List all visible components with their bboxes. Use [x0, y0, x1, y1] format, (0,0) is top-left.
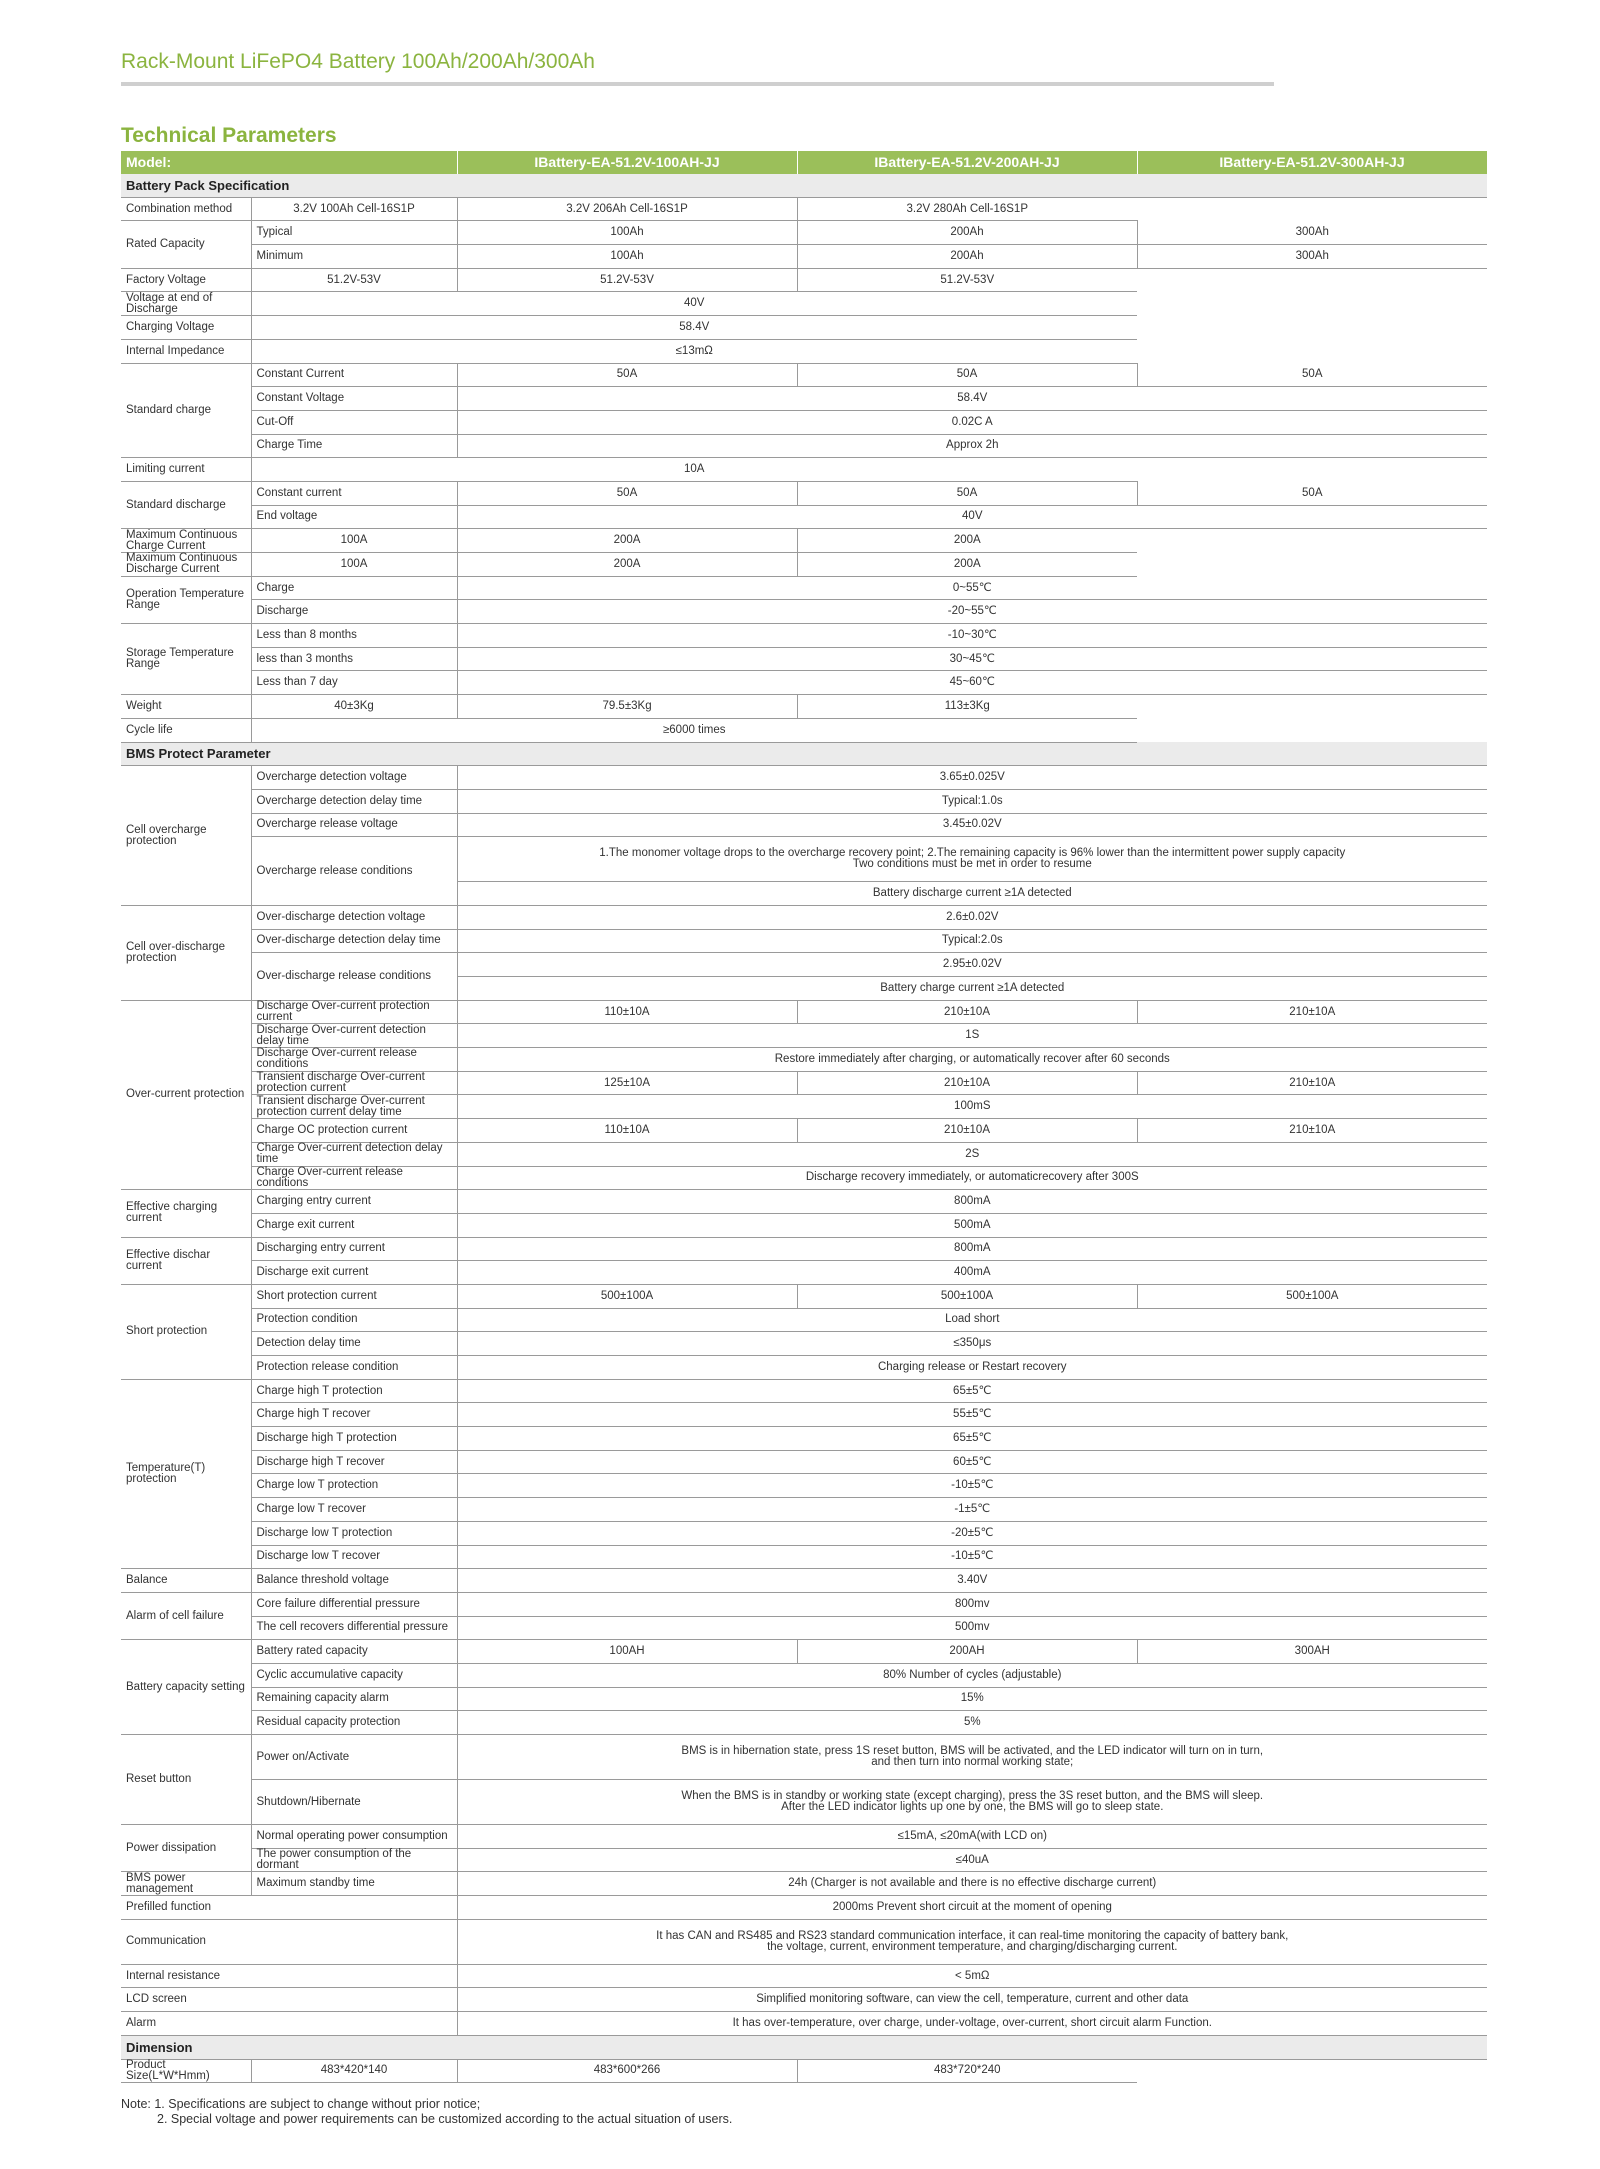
- sub-param-label: Overcharge detection voltage: [251, 766, 457, 790]
- sub-param-label: Short protection current: [251, 1284, 457, 1308]
- value-cell: 5%: [457, 1711, 1487, 1735]
- value-cell: 100A: [251, 553, 457, 577]
- value-cell: 65±5℃: [457, 1379, 1487, 1403]
- sub-param-label: Discharge Over-current detection delay time: [251, 1024, 457, 1048]
- sub-param-label: Maximum standby time: [251, 1872, 457, 1896]
- spec-row: [121, 1284, 1487, 1308]
- value-cell: 40V: [251, 292, 1137, 316]
- value-cell: 800mv: [457, 1592, 1487, 1616]
- value-cell: BMS is in hibernation state, press 1S reset button, BMS will be activated, and the LED indicator will turn on in turn, and then turn into normal working state;: [457, 1735, 1487, 1780]
- value-cell: 100Ah: [457, 245, 797, 269]
- param-label: Internal resistance: [121, 1964, 457, 1988]
- value-cell: 110±10A: [457, 1000, 797, 1024]
- sub-param-label: Discharge low T recover: [251, 1545, 457, 1569]
- sub-param-label: Protection release condition: [251, 1356, 457, 1380]
- param-label: Over-current protection: [121, 1000, 251, 1190]
- note-line: 2. Special voltage and power requirements can be customized according to the actual situation of users.: [157, 2112, 733, 2126]
- sub-param-label: Discharge: [251, 600, 457, 624]
- value-cell: 50A: [797, 481, 1137, 505]
- param-label: Cell over-discharge protection: [121, 905, 251, 1000]
- value-cell: 58.4V: [457, 387, 1487, 411]
- value-cell: 51.2V-53V: [457, 268, 797, 292]
- param-label: Alarm: [121, 2012, 457, 2036]
- sub-param-label: Shutdown/Hibernate: [251, 1780, 457, 1825]
- value-cell: 58.4V: [251, 316, 1137, 340]
- value-cell: 80% Number of cycles (adjustable): [457, 1663, 1487, 1687]
- sub-param-label: Charge high T recover: [251, 1403, 457, 1427]
- spec-row: [121, 718, 1487, 742]
- value-cell: -10±5℃: [457, 1474, 1487, 1498]
- value-cell: Battery discharge current ≥1A detected: [457, 882, 1487, 906]
- spec-row: [121, 1095, 1487, 1119]
- value-cell: 100AH: [457, 1640, 797, 1664]
- spec-row: [121, 1213, 1487, 1237]
- spec-row: [121, 1048, 1487, 1072]
- value-cell: 800mA: [457, 1190, 1487, 1214]
- model-label: Model:: [121, 151, 457, 174]
- value-cell: 51.2V-53V: [251, 268, 457, 292]
- value-cell: 200Ah: [797, 245, 1137, 269]
- sub-param-label: Charge exit current: [251, 1213, 457, 1237]
- sub-param-label: Charging entry current: [251, 1190, 457, 1214]
- sub-param-label: Discharge low T protection: [251, 1521, 457, 1545]
- value-cell: 200A: [457, 553, 797, 577]
- param-label: Battery capacity setting: [121, 1640, 251, 1735]
- value-cell: 300Ah: [1137, 245, 1487, 269]
- param-label: Standard discharge: [121, 481, 251, 528]
- value-cell: ≤40uA: [457, 1848, 1487, 1872]
- sub-param-label: Constant Voltage: [251, 387, 457, 411]
- spec-row: [121, 1640, 1487, 1664]
- spec-row: [121, 1450, 1487, 1474]
- value-cell: 300Ah: [1137, 221, 1487, 245]
- value-cell: ≥6000 times: [251, 718, 1137, 742]
- value-cell: ≤15mA, ≤20mA(with LCD on): [457, 1825, 1487, 1849]
- sub-param-label: Cyclic accumulative capacity: [251, 1663, 457, 1687]
- value-cell: 50A: [797, 363, 1137, 387]
- spec-row: [121, 1711, 1487, 1735]
- sub-param-label: Transient discharge Over-current protection current delay time: [251, 1095, 457, 1119]
- spec-row: [121, 813, 1487, 837]
- value-cell: 500mv: [457, 1616, 1487, 1640]
- spec-row: [121, 1616, 1487, 1640]
- value-cell: -1±5℃: [457, 1498, 1487, 1522]
- notes: [121, 2097, 732, 2127]
- sub-param-label: Over-discharge detection voltage: [251, 905, 457, 929]
- value-cell: 2S: [457, 1142, 1487, 1166]
- value-cell: 800mA: [457, 1237, 1487, 1261]
- param-label: Effective charging current: [121, 1190, 251, 1237]
- value-cell: 10A: [251, 458, 1137, 482]
- spec-table-body: [121, 151, 1487, 2083]
- sub-param-label: Remaining capacity alarm: [251, 1687, 457, 1711]
- param-label: Combination method: [121, 197, 251, 221]
- sub-param-label: Typical: [251, 221, 457, 245]
- spec-row: [121, 671, 1487, 695]
- spec-row: [121, 316, 1487, 340]
- section-title: Technical Parameters: [121, 124, 337, 147]
- value-cell: 40V: [457, 505, 1487, 529]
- sub-param-label: Transient discharge Over-current protection current: [251, 1071, 457, 1095]
- param-label: Voltage at end of Discharge: [121, 292, 251, 316]
- spec-row: [121, 1780, 1487, 1825]
- spec-row: [121, 1569, 1487, 1593]
- section-header-row: [121, 174, 1487, 197]
- sub-param-label: Charge low T protection: [251, 1474, 457, 1498]
- spec-row: [121, 387, 1487, 411]
- value-cell: 50A: [1137, 481, 1487, 505]
- value-cell: Restore immediately after charging, or automatically recover after 60 seconds: [457, 1048, 1487, 1072]
- spec-row: [121, 1735, 1487, 1780]
- value-cell: 100A: [251, 529, 457, 553]
- spec-table: [121, 151, 1488, 2083]
- spec-row: [121, 1545, 1487, 1569]
- spec-row: [121, 1427, 1487, 1451]
- value-cell: 60±5℃: [457, 1450, 1487, 1474]
- param-label: Standard charge: [121, 363, 251, 458]
- param-label: Balance: [121, 1569, 251, 1593]
- value-cell: < 5mΩ: [457, 1964, 1487, 1988]
- param-label: Rated Capacity: [121, 221, 251, 268]
- param-label: Product Size(L*W*Hmm): [121, 2059, 251, 2083]
- spec-row: [121, 292, 1487, 316]
- param-label: Communication: [121, 1919, 457, 1964]
- value-cell: 1S: [457, 1024, 1487, 1048]
- value-cell: 100mS: [457, 1095, 1487, 1119]
- value-cell: 200Ah: [797, 221, 1137, 245]
- value-cell: 100Ah: [457, 221, 797, 245]
- param-label: Maximum Continuous Discharge Current: [121, 553, 251, 577]
- param-label: Short protection: [121, 1284, 251, 1379]
- value-cell: -20±5℃: [457, 1521, 1487, 1545]
- sub-param-label: The cell recovers differential pressure: [251, 1616, 457, 1640]
- value-cell: 1.The monomer voltage drops to the overcharge recovery point; 2.The remaining capacity is 96% lower than the intermittent power supply capacity Two conditions must be met in order to resume: [457, 837, 1487, 882]
- spec-row: [121, 766, 1487, 790]
- section-header-row: [121, 742, 1487, 766]
- value-cell: 30~45℃: [457, 647, 1487, 671]
- spec-row: [121, 363, 1487, 387]
- spec-row: [121, 1237, 1487, 1261]
- spec-row: [121, 1071, 1487, 1095]
- spec-row: [121, 789, 1487, 813]
- value-cell: Load short: [457, 1308, 1487, 1332]
- sub-param-label: Less than 8 months: [251, 624, 457, 648]
- spec-row: [121, 953, 1487, 977]
- spec-row: [121, 458, 1487, 482]
- spec-row: [121, 529, 1487, 553]
- param-label: Cycle life: [121, 718, 251, 742]
- sub-param-label: Charge: [251, 576, 457, 600]
- sub-param-label: Charge high T protection: [251, 1379, 457, 1403]
- sub-param-label: Balance threshold voltage: [251, 1569, 457, 1593]
- param-label: Factory Voltage: [121, 268, 251, 292]
- value-cell: 79.5±3Kg: [457, 695, 797, 719]
- value-cell: 50A: [457, 481, 797, 505]
- value-cell: 40±3Kg: [251, 695, 457, 719]
- value-cell: 483*420*140: [251, 2059, 457, 2083]
- spec-row: [121, 1142, 1487, 1166]
- value-cell: 500±100A: [457, 1284, 797, 1308]
- sub-param-label: Over-discharge detection delay time: [251, 929, 457, 953]
- spec-row: [121, 1896, 1487, 1920]
- value-cell: 3.40V: [457, 1569, 1487, 1593]
- value-cell: Charging release or Restart recovery: [457, 1356, 1487, 1380]
- value-cell: 200AH: [797, 1640, 1137, 1664]
- section-header-row: [121, 2035, 1487, 2059]
- value-cell: 200A: [457, 529, 797, 553]
- section-header: Battery Pack Specification: [121, 174, 1487, 197]
- model-name: IBattery-EA-51.2V-300AH-JJ: [1137, 151, 1487, 174]
- spec-row: [121, 505, 1487, 529]
- value-cell: 125±10A: [457, 1071, 797, 1095]
- spec-row: [121, 576, 1487, 600]
- spec-row: [121, 1964, 1487, 1988]
- value-cell: -20~55℃: [457, 600, 1487, 624]
- value-cell: 2000ms Prevent short circuit at the moment of opening: [457, 1896, 1487, 1920]
- value-cell: 65±5℃: [457, 1427, 1487, 1451]
- value-cell: 50A: [1137, 363, 1487, 387]
- spec-row: [121, 1261, 1487, 1285]
- param-label: BMS power management: [121, 1872, 251, 1896]
- param-label: Reset button: [121, 1735, 251, 1825]
- spec-row: [121, 1190, 1487, 1214]
- value-cell: 210±10A: [797, 1071, 1137, 1095]
- param-label: Internal Impedance: [121, 339, 251, 363]
- spec-row: [121, 1919, 1487, 1964]
- spec-row: [121, 905, 1487, 929]
- spec-row: [121, 624, 1487, 648]
- param-label: Charging Voltage: [121, 316, 251, 340]
- value-cell: 50A: [457, 363, 797, 387]
- value-cell: 3.2V 100Ah Cell-16S1P: [251, 197, 457, 221]
- param-label: Alarm of cell failure: [121, 1592, 251, 1639]
- sub-param-label: Discharge Over-current protection current: [251, 1000, 457, 1024]
- document-title: Rack-Mount LiFePO4 Battery 100Ah/200Ah/300Ah: [121, 50, 595, 73]
- sub-param-label: Constant Current: [251, 363, 457, 387]
- spec-row: [121, 245, 1487, 269]
- value-cell: Battery charge current ≥1A detected: [457, 977, 1487, 1001]
- spec-row: [121, 2059, 1487, 2083]
- sub-param-label: Constant current: [251, 481, 457, 505]
- value-cell: 200A: [797, 553, 1137, 577]
- value-cell: When the BMS is in standby or working state (except charging), press the 3S reset button, and the BMS will sleep. After the LED indicator lights up one by one, the BMS will go to sleep state.: [457, 1780, 1487, 1825]
- spec-row: [121, 434, 1487, 458]
- value-cell: 2.95±0.02V: [457, 953, 1487, 977]
- sub-param-label: Normal operating power consumption: [251, 1825, 457, 1849]
- spec-row: [121, 268, 1487, 292]
- spec-row: [121, 1379, 1487, 1403]
- value-cell: 200A: [797, 529, 1137, 553]
- sub-param-label: Charge low T recover: [251, 1498, 457, 1522]
- sub-param-label: Discharge high T protection: [251, 1427, 457, 1451]
- spec-row: [121, 1000, 1487, 1024]
- sub-param-label: Charge Over-current detection delay time: [251, 1142, 457, 1166]
- value-cell: 500±100A: [797, 1284, 1137, 1308]
- spec-row: [121, 197, 1487, 221]
- value-cell: 210±10A: [1137, 1000, 1487, 1024]
- value-cell: Simplified monitoring software, can view the cell, temperature, current and other data: [457, 1988, 1487, 2012]
- value-cell: 300AH: [1137, 1640, 1487, 1664]
- sub-param-label: Over-discharge release conditions: [251, 953, 457, 1000]
- spec-row: [121, 695, 1487, 719]
- sub-param-label: Charge OC protection current: [251, 1119, 457, 1143]
- value-cell: 3.2V 206Ah Cell-16S1P: [457, 197, 797, 221]
- param-label: Maximum Continuous Charge Current: [121, 529, 251, 553]
- spec-row: [121, 929, 1487, 953]
- sub-param-label: Cut-Off: [251, 410, 457, 434]
- param-label: Power dissipation: [121, 1825, 251, 1872]
- sub-param-label: less than 3 months: [251, 647, 457, 671]
- spec-row: [121, 1332, 1487, 1356]
- spec-row: [121, 1592, 1487, 1616]
- spec-row: [121, 1356, 1487, 1380]
- sub-param-label: Power on/Activate: [251, 1735, 457, 1780]
- value-cell: 3.2V 280Ah Cell-16S1P: [797, 197, 1137, 221]
- note-line: Note: 1. Specifications are subject to change without prior notice;: [121, 2097, 481, 2111]
- value-cell: 483*720*240: [797, 2059, 1137, 2083]
- spec-row: [121, 1988, 1487, 2012]
- param-label: Operation Temperature Range: [121, 576, 251, 623]
- spec-row: [121, 1308, 1487, 1332]
- sub-param-label: Discharge Over-current release conditions: [251, 1048, 457, 1072]
- spec-row: [121, 1825, 1487, 1849]
- spec-row: [121, 1166, 1487, 1190]
- spec-row: [121, 1119, 1487, 1143]
- value-cell: 24h (Charger is not available and there is no effective discharge current): [457, 1872, 1487, 1896]
- param-label: Cell overcharge protection: [121, 766, 251, 906]
- value-cell: 3.45±0.02V: [457, 813, 1487, 837]
- spec-row: [121, 647, 1487, 671]
- value-cell: -10~30℃: [457, 624, 1487, 648]
- spec-row: [121, 1663, 1487, 1687]
- value-cell: 210±10A: [797, 1119, 1137, 1143]
- sub-param-label: Overcharge detection delay time: [251, 789, 457, 813]
- section-header: BMS Protect Parameter: [121, 742, 1487, 766]
- value-cell: 3.65±0.025V: [457, 766, 1487, 790]
- sub-param-label: Discharge exit current: [251, 1261, 457, 1285]
- spec-row: [121, 339, 1487, 363]
- section-header: Dimension: [121, 2035, 1487, 2059]
- sub-param-label: The power consumption of the dormant: [251, 1848, 457, 1872]
- value-cell: -10±5℃: [457, 1545, 1487, 1569]
- value-cell: 500mA: [457, 1213, 1487, 1237]
- spec-row: [121, 1521, 1487, 1545]
- spec-row: [121, 221, 1487, 245]
- sub-param-label: Residual capacity protection: [251, 1711, 457, 1735]
- spec-row: [121, 1474, 1487, 1498]
- value-cell: It has CAN and RS485 and RS23 standard communication interface, it can real-time monitoring the capacity of battery bank, the voltage, current, environment temperature, and charging/discharging current.: [457, 1919, 1487, 1964]
- spec-row: [121, 1848, 1487, 1872]
- value-cell: It has over-temperature, over charge, under-voltage, over-current, short circuit alarm Function.: [457, 2012, 1487, 2036]
- value-cell: 55±5℃: [457, 1403, 1487, 1427]
- param-label: Effective dischar current: [121, 1237, 251, 1284]
- value-cell: 210±10A: [797, 1000, 1137, 1024]
- spec-row: [121, 837, 1487, 882]
- sub-param-label: Charge Over-current release conditions: [251, 1166, 457, 1190]
- value-cell: Typical:1.0s: [457, 789, 1487, 813]
- value-cell: 15%: [457, 1687, 1487, 1711]
- title-divider: [121, 82, 1274, 86]
- sub-param-label: Overcharge release voltage: [251, 813, 457, 837]
- sub-param-label: Charge Time: [251, 434, 457, 458]
- sub-param-label: Battery rated capacity: [251, 1640, 457, 1664]
- value-cell: 210±10A: [1137, 1071, 1487, 1095]
- spec-row: [121, 1872, 1487, 1896]
- param-label: Weight: [121, 695, 251, 719]
- value-cell: Approx 2h: [457, 434, 1487, 458]
- param-label: Limiting current: [121, 458, 251, 482]
- sub-param-label: Protection condition: [251, 1308, 457, 1332]
- sub-param-label: End voltage: [251, 505, 457, 529]
- value-cell: 483*600*266: [457, 2059, 797, 2083]
- spec-row: [121, 2012, 1487, 2036]
- sub-param-label: Overcharge release conditions: [251, 837, 457, 906]
- sub-param-label: Discharging entry current: [251, 1237, 457, 1261]
- value-cell: 2.6±0.02V: [457, 905, 1487, 929]
- spec-row: [121, 1403, 1487, 1427]
- sub-param-label: Less than 7 day: [251, 671, 457, 695]
- model-header-row: [121, 151, 1487, 174]
- value-cell: 0~55℃: [457, 576, 1487, 600]
- model-name: IBattery-EA-51.2V-100AH-JJ: [457, 151, 797, 174]
- spec-row: [121, 1498, 1487, 1522]
- spec-row: [121, 600, 1487, 624]
- value-cell: 400mA: [457, 1261, 1487, 1285]
- value-cell: 113±3Kg: [797, 695, 1137, 719]
- param-label: LCD screen: [121, 1988, 457, 2012]
- spec-row: [121, 410, 1487, 434]
- sub-param-label: Discharge high T recover: [251, 1450, 457, 1474]
- param-label: Prefilled function: [121, 1896, 457, 1920]
- value-cell: 210±10A: [1137, 1119, 1487, 1143]
- value-cell: 110±10A: [457, 1119, 797, 1143]
- spec-row: [121, 1687, 1487, 1711]
- sub-param-label: Minimum: [251, 245, 457, 269]
- value-cell: Typical:2.0s: [457, 929, 1487, 953]
- value-cell: 0.02C A: [457, 410, 1487, 434]
- value-cell: Discharge recovery immediately, or automaticrecovery after 300S: [457, 1166, 1487, 1190]
- value-cell: 51.2V-53V: [797, 268, 1137, 292]
- sub-param-label: Detection delay time: [251, 1332, 457, 1356]
- spec-row: [121, 553, 1487, 577]
- sub-param-label: Core failure differential pressure: [251, 1592, 457, 1616]
- model-name: IBattery-EA-51.2V-200AH-JJ: [797, 151, 1137, 174]
- spec-row: [121, 481, 1487, 505]
- value-cell: 500±100A: [1137, 1284, 1487, 1308]
- spec-row: [121, 1024, 1487, 1048]
- value-cell: ≤350μs: [457, 1332, 1487, 1356]
- param-label: Storage Temperature Range: [121, 624, 251, 695]
- value-cell: 45~60℃: [457, 671, 1487, 695]
- value-cell: ≤13mΩ: [251, 339, 1137, 363]
- param-label: Temperature(T) protection: [121, 1379, 251, 1569]
